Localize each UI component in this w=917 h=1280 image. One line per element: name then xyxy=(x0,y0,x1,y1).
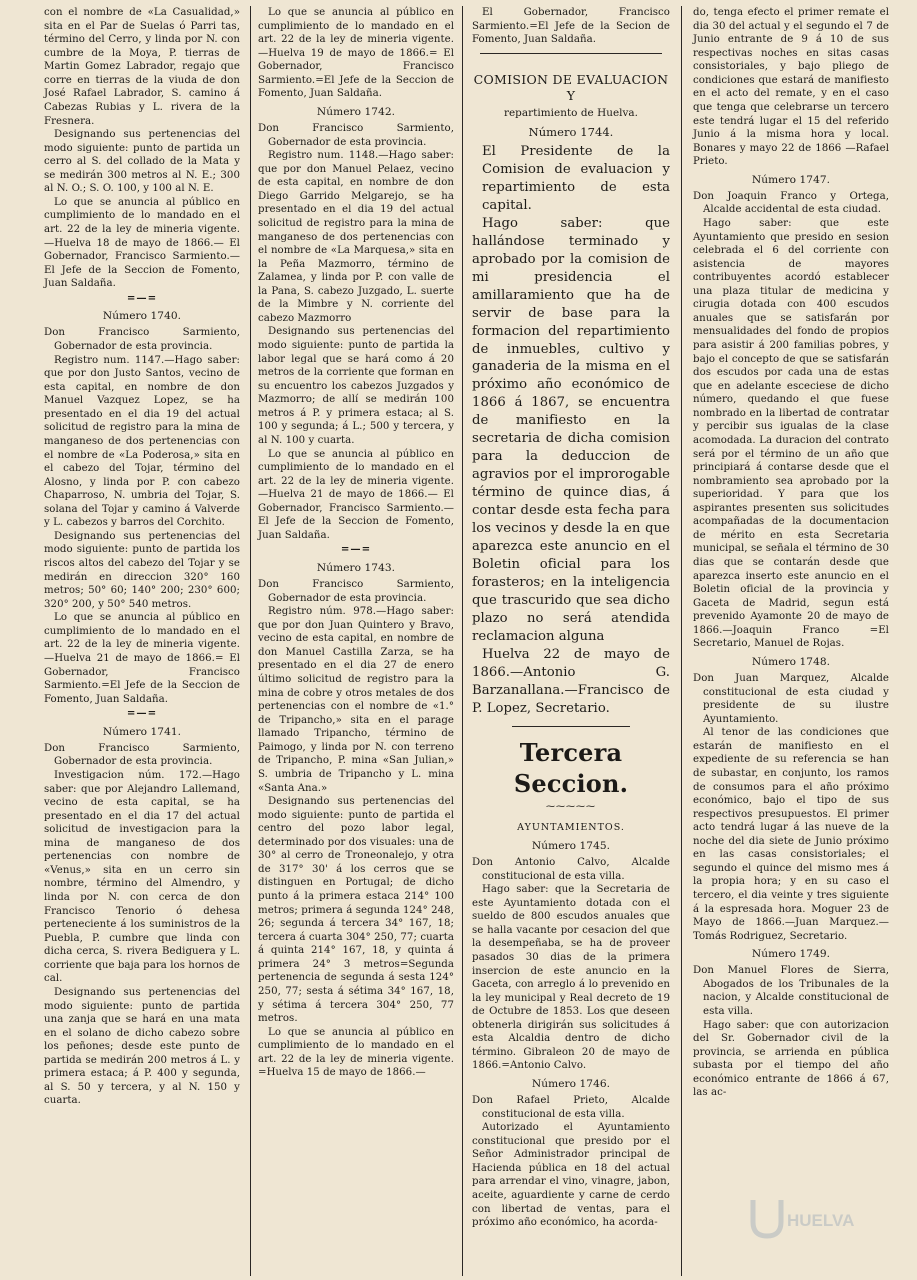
column-4 xyxy=(693,6,889,1274)
notice-number: Número 1745. xyxy=(531,839,611,852)
notice-header: Don Francisco Sarmiento, Gobernador de esta provincia. xyxy=(44,742,240,768)
paragraph: Designando sus pertenencias del modo siguiente: punto de partida el centro del pozo labor legal, determinado por dos visuales: una de 30° al cerro de Troneonalejo, y otra de 317° 30' á los cerros que se distinguen en Portugal; de dicho punto á la primera estaca 214° 100 metros; primera á segunda 124° 248, 26; segunda á tercera 34° 167, 18; tercera á cuarta 304° 250, 77; cuarta á quinta 214° 167, 18, y quinta á primera 24° 3 metros=Segunda pertenencia de segunda á sesta 124° 250, 77; sesta á sétima 34° 167, 18, y sétima á tercera 304° 250, 77 metros. xyxy=(258,796,454,1025)
paragraph: con el nombre de «La Casualidad,» sita en el Par de Suelas ó Parri tas, término del Cerro, y linda por N. con cumbre de la Moya, P. tierras de Martin Gomez Labrador, regajo que corre en tierras de la viuda de don José Rafael Labrador, S. camino á Cabezas Rubias y L. rivera de la Fresnera. xyxy=(44,7,240,127)
notice-number: Número 1740. xyxy=(102,310,182,323)
section-label: AYUNTAMIENTOS. xyxy=(517,822,625,834)
notice-number: Número 1744. xyxy=(528,124,614,139)
column-1 xyxy=(44,6,240,1274)
column-3 xyxy=(472,6,670,1274)
paragraph: Lo que se anuncia al público en cumplimiento de lo mandado en el art. 22 de la ley de mineria vigente. —Huelva 21 de mayo de 1866.= El Gobernador, Francisco Sarmiento.=El Jefe de la Seccion de Fomento, Juan Saldaña. xyxy=(44,612,240,705)
notice-header: Don Juan Marquez, Alcalde constitucional de esta ciudad y presidente de su ilustre Ayuntamiento. xyxy=(693,673,889,725)
notice-number: Número 1742. xyxy=(316,105,396,118)
notice-number: Número 1741. xyxy=(102,725,182,738)
paragraph: Designando sus pertenencias del modo siguiente: punto de partida un cerro al S. del collado de la Mata y se medirán 300 metros al N. E.; 300 al N. O.; S. O. 100, y 100 al N. E. xyxy=(44,129,240,195)
paragraph: Lo que se anuncia al público en cumplimiento de lo mandado en el art. 22 de la ley de mineria vigente. =Huelva 15 de mayo de 1866.— xyxy=(258,1026,454,1079)
paragraph: El Gobernador, Francisco Sarmiento.=El Jefe de la Secion de Fomento, Juan Saldaña. xyxy=(472,7,670,46)
notice-header: Don Francisco Sarmiento, Gobernador de esta provincia. xyxy=(44,327,240,353)
notice-header: Don Manuel Flores de Sierra, Abogados de los Tribunales de la nacion, y Alcalde constitucional de esta villa. xyxy=(693,965,889,1018)
notice-header: Don Joaquin Franco y Ortega, Alcalde accidental de esta ciudad. xyxy=(693,190,889,216)
paragraph: Designando sus pertenencias del modo siguiente: punto de partida los riscos altos del cabezo del Tojar y se medirán en direccion 320° 160 metros; 50° 60; 140° 200; 230° 600; 320° 200, y 50° 540 metros. xyxy=(44,530,240,610)
notice-number: Número 1748. xyxy=(751,655,831,668)
section-title: Tercera Seccion. xyxy=(513,737,629,799)
section-subheading: repartimiento de Huelva. xyxy=(503,106,639,119)
paragraph: Designando sus pertenencias del modo siguiente: punto de partida la labor legal que se hará como á 20 metros de la corriente que forman en su encuentro los cabezos Juzgados y Mazmorro; de allí se medirán 100 metros á P. y primera estaca; al S. 100 y segunda; á L.; 500 y tercera, y al N. 100 y cuarta. xyxy=(258,326,454,446)
paragraph: Lo que se anuncia al público en cumplimiento de lo mandado en el art. 22 de la ley de mineria vigente. —Huelva 18 de mayo de 1866.— El Gobernador, Francisco Sarmiento.—El Jefe de la Seccion de Fomento, Juan Saldaña. xyxy=(44,196,240,290)
column-divider xyxy=(681,6,682,1276)
ornament: ⁓⁓⁓⁓⁓ xyxy=(546,802,596,813)
separator: =—= xyxy=(126,291,158,304)
paragraph: Registro num. 1147.—Hago saber: que por don Justo Santos, vecino de esta capital, en nombre de don Manuel Vazquez Lopez, se ha presentado en el dia 19 del actual solicitud de registro para la mina de manganeso de dos pertenencias con el nombre de «La Poderosa,» sita en el cabezo del Tojar, término del Alosno, y linda por P. con cabezo Chaparroso, N. umbria del Tojar, S. solana del Tojar y camino á Valverde y L. cabezos y barros del Corchito. xyxy=(44,354,240,529)
paragraph: Registro num. 1148.—Hago saber: que por don Manuel Pelaez, vecino de esta capital, en nombre de don Diego Garrido Melgarejo, se ha presentado en el dia 19 del actual solicitud de registro para la mina de manganeso de dos pertenencias con el nombre de «La Marquesa,» sita en la Peña Mazmorro, término de Zalamea, y linda por P. con valle de la Pana, S. cabezo Juzgado, L. suerte de la Mimbre y N. corriente del cabezo Mazmorro xyxy=(258,150,454,324)
notice-number: Número 1746. xyxy=(531,1078,611,1091)
watermark-text: HUELVA xyxy=(787,1211,855,1230)
column-divider xyxy=(462,6,463,1276)
paragraph: Investigacion núm. 172.—Hago saber: que por Alejandro Lallemand, vecino de esta capital, se ha presentado en el dia 17 del actual solicitud de investigacion para la mina de manganeso de dos pertenencias con nombre de «Venus,» sita en un cerro sin nombre, término del Almendro, y linda por N. con cerca de don Francisco Tenorio ó dehesa perteneciente á los suministros de la Puebla, P. cumbre que linda con dicha cerca, S. rivera Bediguera y L. corriente que baja para los hornos de cal. xyxy=(44,769,240,985)
notice-header: Don Francisco Sarmiento, Gobernador de esta provincia. xyxy=(258,123,454,148)
paragraph: Designando sus pertenencias del modo siguiente: punto de partida una zanja que se hará en una mata en el solano de dicho cabezo sobre los peñones; desde este punto de partida se medirán 200 metros á L. y primera estaca; á P. 400 y segunda, al S. 50 y tercera, y al N. 150 y cuarta. xyxy=(44,986,240,1107)
notice-number: Número 1743. xyxy=(316,562,396,575)
notice-number: Número 1747. xyxy=(751,173,831,186)
paragraph: Hago saber: que hallándose terminado y aprobado por la comision de mi presidencia el amillaramiento que ha de servir de base para la formacion del repartimiento de inmuebles, cultivo y ganaderia de la misma en el próximo año económico de 1866 á 1867, se encuentra de manifiesto en la secretaria de dicha comision para la deduccion de agravios por el improrogable término de quince dias, á contar desde esta fecha para los vecinos y desde la en que aparezca este anuncio en el Boletin oficial para los forasteros; en la inteligencia que trascurido que sea dicho plazo no será atendida reclamacion alguna xyxy=(472,215,670,644)
notice-header: Don Francisco Sarmiento, Gobernador de esta provincia. xyxy=(258,579,454,604)
notice-number: Número 1749. xyxy=(751,948,831,961)
archive-watermark-icon xyxy=(747,1192,855,1244)
column-2 xyxy=(258,6,454,1274)
notice-header: Don Rafael Prieto, Alcalde constitucional de esta villa. xyxy=(472,1095,670,1120)
paragraph: Huelva 22 de mayo de 1866.—Antonio G. Barzanallana.—Francisco de P. Lopez, Secretario. xyxy=(472,646,670,716)
notice-header: El Presidente de la Comision de evaluacion y repartimiento de esta capital. xyxy=(482,144,670,213)
section-heading: COMISION DE EVALUACION Y xyxy=(473,71,669,104)
paragraph: Autorizado el Ayuntamiento constitucional que presido por el Señor Administrador principal de Hacienda pública en 18 del actual para arrendar el vino, vinagre, jabon, aceite, aguardiente y carne de cerdo con libertad de ventas, para el próximo año económico, ha acorda- xyxy=(472,1122,670,1229)
paragraph: Lo que se anuncia al público en cumplimiento de lo mandado en el art. 22 de la ley de mineria vigente. —Huelva 19 de mayo de 1866.= El Gobernador, Francisco Sarmiento.=El Jefe de la Seccion de Fomento, Juan Saldaña. xyxy=(258,7,454,100)
column-divider xyxy=(250,6,251,1276)
separator: =—= xyxy=(126,707,158,720)
paragraph: Registro núm. 978.—Hago saber: que por don Juan Quintero y Bravo, vecino de esta capital, en nombre de don Manuel Castilla Zarza, se ha presentado en el dia 27 de enero último solicitud de registro para la mina de cobre y otros metales de dos pertenencias con el nombre de «1.° de Tripancho,» sita en el parage llamado Tripancho, término de Paimogo, y linda por N. con terreno de Tripancho, P. mina «San Julian,» S. umbria de Tripancho y L. mina «Santa Ana.» xyxy=(258,606,454,794)
paragraph: Al tenor de las condiciones que estarán de manifiesto en el expediente de su referencia se han de subastar, en conjunto, los ramos de consumos para el año próximo económico, bajo el tipo de sus respectivos presupuestos. El primer acto tendrá lugar á las nueve de la noche del dia siete de Junio próximo en las casas consistoriales; el segundo el quince del mismo mes á la propia hora; y en su caso el tercero, el dia veinte y tres siguiente á la espresada hora. Moguer 23 de Mayo de 1866.—Juan Marquez.—Tomás Rodriguez, Secretario. xyxy=(693,727,889,942)
paragraph: Hago saber: que este Ayuntamiento que presido en sesion celebrada el 6 del corriente con asistencia de mayores contribuyentes acordó establecer una plaza titular de medicina y cirugia dotada con 400 escudos anuales que se satisfarán por mensualidades del fondo de propios para asistir á 200 familias pobres, y bajo el concepto de que se satisfarán dos escudos por cada una de estas que en adelante esceciese de dicho número, quedando el que fuese nombrado en la libertad de contratar y percibir sus igualas de la clase acomodada. La duracion del contrato será por el término de un año que principiará á contarse desde que el nombramiento sea aprobado por la superioridad. Y para que los aspirantes presenten sus solicitudes acompañadas de la documentacion de mérito en esta Secretaria municipal, se señala el término de 30 dias que se contarán desde que aparezca inserto este anuncio en el Boletin oficial de la provincia y Gaceta de Madrid, segun está prevenido Ayamonte 20 de mayo de 1866.—Joaquin Franco =El Secretario, Manuel de Rojas. xyxy=(693,217,889,650)
paragraph: do, tenga efecto el primer remate el dia 30 del actual y el segundo el 7 de Junio entrante de 9 á 10 de sus respectivas noches en sitas casas consistoriales, y bajo pliego de condiciones que estará de manifiesto en el acto del remate, y en el caso que tenga que celebrarse un tercero este tendrá lugar el 15 del referido Junio á la misma hora y local. Bonares y mayo 22 de 1866 —Rafael Prieto. xyxy=(693,7,889,168)
paragraph: Hago saber: que la Secretaria de este Ayuntamiento dotada con el sueldo de 800 escudos anuales que se halla vacante por cesacion del que la desempeñaba, se ha de proveer pasados 30 dias de la primera insercion de este anuncio en la Gaceta, con arreglo á lo prevenido en la ley municipal y Real decreto de 19 de Octubre de 1853. Los que deseen obtenerla dirigirán sus solicitudes á esta Alcaldia dentro de dicho término. Gibraleon 20 de mayo de 1866.=Antonio Calvo. xyxy=(472,884,670,1072)
horizontal-rule xyxy=(480,53,662,54)
separator: =—= xyxy=(340,543,372,556)
horizontal-rule xyxy=(512,726,630,727)
notice-header: Don Antonio Calvo, Alcalde constitucional de esta villa. xyxy=(472,857,670,882)
paragraph: Hago saber: que con autorizacion del Sr. Gobernador civil de la provincia, se arrienda en pública subasta por el tiempo del año económico entrante de 1866 á 67, las ac- xyxy=(693,1019,889,1099)
paragraph: Lo que se anuncia al público en cumplimiento de lo mandado en el art. 22 de la ley de mineria vigente. —Huelva 21 de mayo de 1866.— El Gobernador, Francisco Sarmiento.—El Jefe de la Seccion de Fomento, Juan Saldaña. xyxy=(258,448,454,541)
